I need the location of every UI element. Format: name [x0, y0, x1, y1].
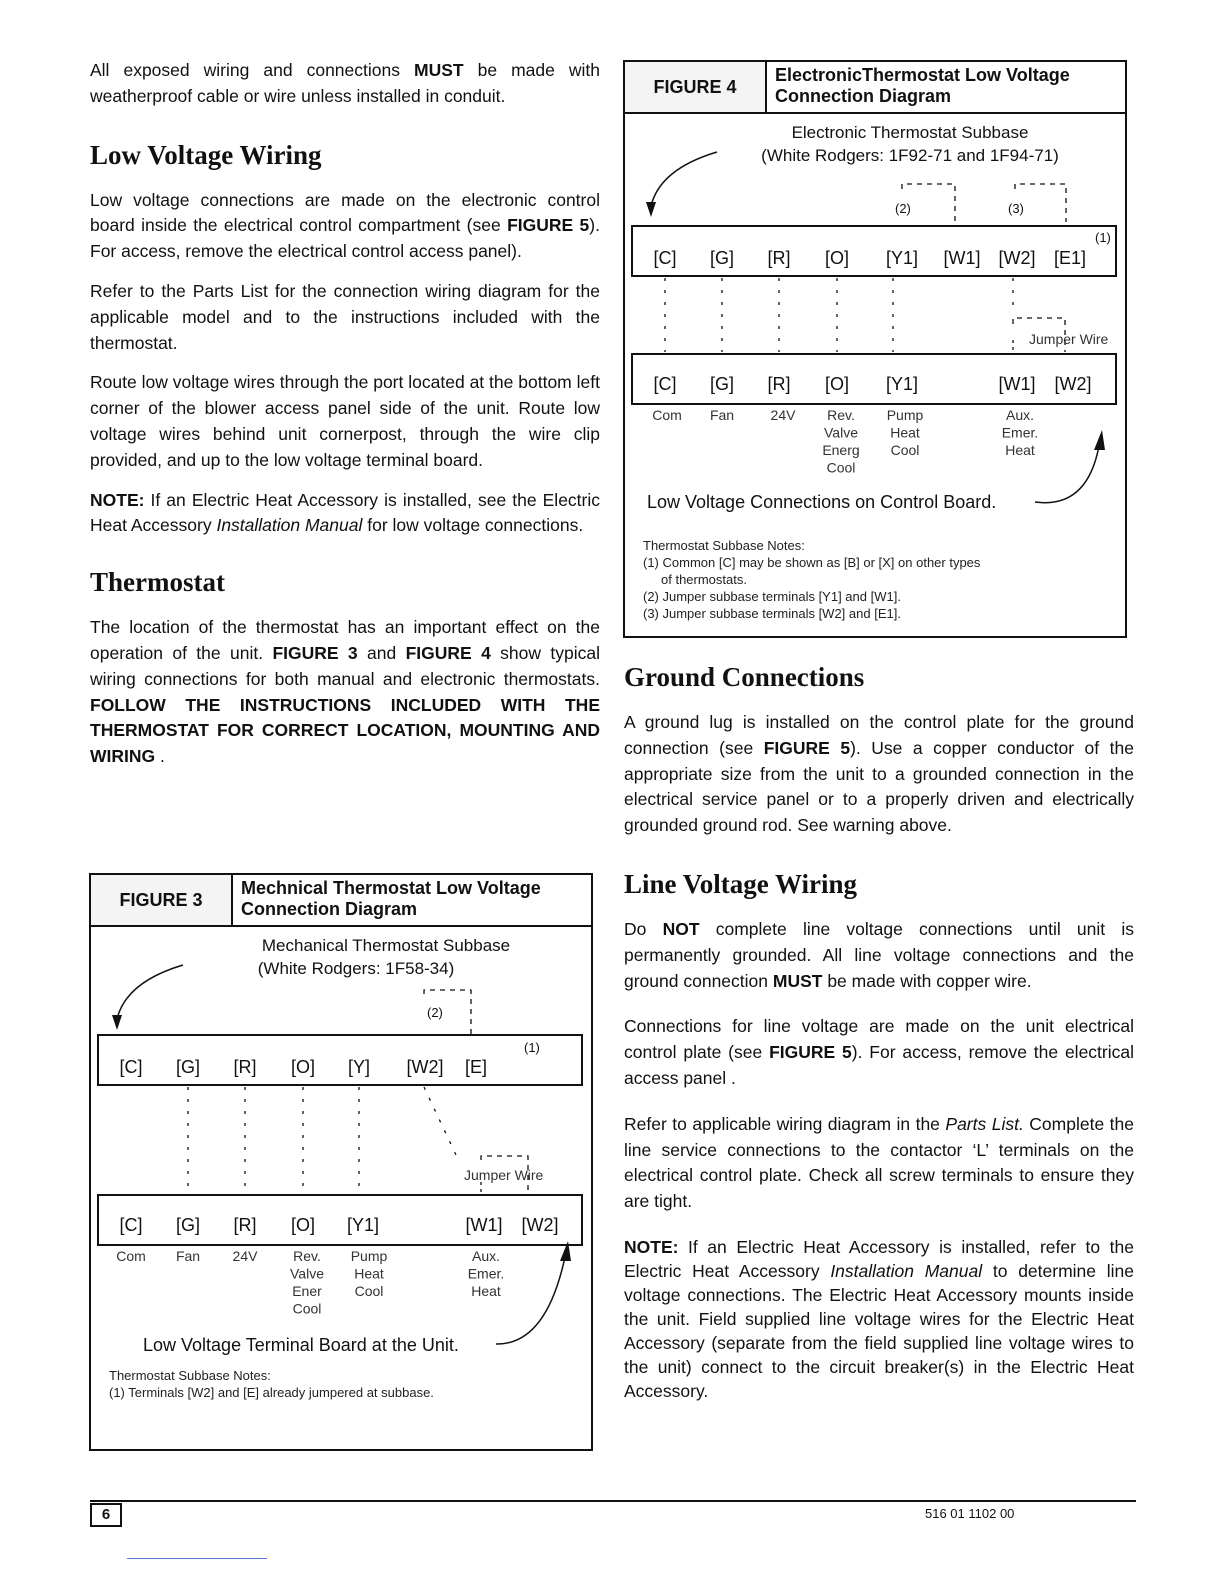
fig4-top-terminal: [O] — [824, 248, 850, 268]
fig4-note-1: (1) Common [C] may be shown as [B] or [X] on other types — [643, 555, 981, 570]
fig3-notes-title: Thermostat Subbase Notes: — [109, 1368, 271, 1383]
fig3-function-label: Ener — [292, 1283, 322, 1299]
line-voltage-p1: Do NOT complete line voltage connections until unit is permanently grounded. All line voltage connections and the ground connection MUST be made with copper wire. — [624, 918, 1134, 991]
fig4-subbase-box — [632, 226, 1116, 276]
figure-3-tag: FIGURE 3 — [91, 875, 233, 925]
fig4-pointer-arrow — [651, 152, 717, 206]
fig4-top-terminal: [R] — [767, 248, 791, 268]
fig4-bottom-terminal: [R] — [767, 374, 791, 394]
fig4-return-arrowhead — [1094, 430, 1105, 450]
fig4-board-label: Low Voltage Connections on Control Board. — [647, 492, 997, 512]
fig3-top-terminal: [O] — [290, 1057, 316, 1077]
fig3-bottom-terminal: [W2] — [521, 1215, 559, 1235]
fig3-diagonal-wire — [424, 1087, 456, 1155]
fig4-top-terminal: [W2] — [998, 248, 1036, 268]
fig4-board-box — [632, 354, 1116, 404]
fig4-function-label: Cool — [890, 442, 920, 458]
fig3-arrowhead — [112, 1015, 122, 1030]
link-underline — [127, 1558, 267, 1559]
fig4-marker-1: (1) — [1095, 230, 1111, 245]
thermostat-paragraph: The location of the thermostat has an important effect on the operation of the unit. FIGURE 3 and FIGURE 4 show typical wiring connections for both manual and electronic thermostats. FOLLOW THE INSTRUCTIONS INCLUDED WITH THE THERMOSTAT FOR CORRECT LOCATION, MOUNTING AND WIRING . — [90, 617, 600, 767]
fig3-function-label: Emer. — [467, 1265, 505, 1282]
figure-4-title: ElectronicThermostat Low Voltage Connection Diagram — [775, 65, 1070, 106]
fig4-notes-title: Thermostat Subbase Notes: — [643, 538, 805, 553]
ground-paragraph: A ground lug is installed on the control plate for the ground connection (see FIGURE 5). Use a copper conductor of the appropriate size from the unit to a grounded connection in the electrical service panel or to a properly driven and electrically grounded ground rod. See warning above. — [624, 712, 1134, 836]
ground-heading: Ground Connections — [624, 662, 865, 692]
fig3-return-arrow — [496, 1257, 565, 1344]
figure-3 — [89, 873, 593, 1451]
fig3-bottom-terminal: [R] — [233, 1215, 257, 1235]
fig3-function-label: Cool — [354, 1283, 384, 1299]
fig3-marker-2: (2) — [427, 1005, 443, 1020]
fig3-function-label: Heat — [471, 1283, 501, 1299]
fig3-function-label: 24V — [232, 1248, 258, 1264]
fig3-bottom-terminal: [W1] — [465, 1215, 503, 1235]
low-voltage-p2: Refer to the Parts List for the connection wiring diagram for the applicable model and to the instructions included with the thermostat. — [90, 280, 600, 353]
fig4-bottom-terminal: [W1] — [998, 374, 1036, 394]
fig3-function-label: Aux. — [471, 1248, 501, 1264]
fig4-note-1-cont: of thermostats. — [661, 572, 747, 587]
fig4-note-3: (3) Jumper subbase terminals [W2] and [E1]. — [643, 606, 901, 621]
fig3-top-terminal: [R] — [233, 1057, 257, 1077]
fig3-subbase-box — [98, 1035, 582, 1085]
fig4-bottom-terminal: [Y1] — [885, 374, 919, 394]
fig3-bottom-terminal: [O] — [290, 1215, 316, 1235]
right-column — [624, 660, 1134, 1417]
fig4-marker-2: (2) — [895, 201, 911, 216]
fig4-subbase-line2: (White Rodgers: 1F92-71 and 1F94-71) — [761, 146, 1059, 165]
fig4-subbase-line1: Electronic Thermostat Subbase — [791, 123, 1029, 142]
fig3-bottom-terminal: [C] — [119, 1215, 143, 1235]
fig4-return-arrow — [1035, 446, 1099, 503]
fig3-top-terminal: [E] — [464, 1057, 488, 1077]
fig3-note-1: (1) Terminals [W2] and [E] already jumpered at subbase. — [109, 1385, 434, 1400]
fig4-bottom-terminal: [G] — [709, 374, 735, 394]
line-voltage-heading: Line Voltage Wiring — [624, 868, 858, 899]
fig4-top-terminal: [G] — [709, 248, 735, 268]
left-column — [90, 58, 600, 784]
fig4-function-label: Pump — [886, 407, 924, 423]
fig3-function-label: Com — [116, 1248, 146, 1264]
line-voltage-p2: Connections for line voltage are made on the unit electrical control plate (see FIGURE 5). For access, remove the electrical access panel . — [624, 1016, 1134, 1088]
fig3-bottom-terminal: [G] — [175, 1215, 201, 1235]
low-voltage-p3: Route low voltage wires through the port located at the bottom left corner of the blower access panel side of the unit. Route low voltage wires behind unit cornerpost, through the wire clip provided, and up to the low voltage terminal board. — [90, 372, 600, 470]
fig4-function-label: Emer. — [1001, 424, 1039, 441]
fig4-function-label: Rev. — [827, 407, 855, 423]
fig3-board-label: Low Voltage Terminal Board at the Unit. — [143, 1335, 459, 1355]
fig3-top-terminal: [Y] — [347, 1057, 371, 1077]
intro-paragraph: All exposed wiring and connections MUST be made with weatherproof cable or wire unless installed in conduit. — [90, 60, 600, 106]
page-number: 6 — [90, 1503, 122, 1527]
figure-4 — [623, 60, 1127, 638]
fig4-function-label: Valve — [824, 424, 858, 441]
fig4-function-label: 24V — [770, 407, 796, 423]
line-voltage-p3: Refer to applicable wiring diagram in the Parts List. Complete the line service connections to the contactor ‘L’ terminals on the electrical control plate. Check all screw terminals to ensure they are tight. — [624, 1113, 1134, 1212]
figure-4-tag: FIGURE 4 — [625, 62, 767, 112]
fig4-function-label: Cool — [826, 459, 856, 476]
fig3-notes — [109, 1367, 434, 1401]
fig4-notes — [643, 537, 980, 622]
fig4-top-terminal: [W1] — [943, 248, 981, 268]
fig4-top-terminal: [Y1] — [885, 248, 919, 268]
low-voltage-p1: Low voltage connections are made on the electronic control board inside the electrical control compartment (see FIGURE 5). For access, remove the electrical control access panel). — [90, 189, 600, 262]
figure-3-title: Mechnical Thermostat Low Voltage Connection Diagram — [241, 878, 541, 919]
fig4-function-label: Aux. — [1005, 407, 1035, 423]
fig4-top-terminal: [C] — [653, 248, 677, 268]
fig4-bottom-terminal: [W2] — [1054, 374, 1092, 394]
line-voltage-note: NOTE: If an Electric Heat Accessory is installed, refer to the Electric Heat Accessory Installation Manual to determine line voltage connections. The Electric Heat Accessory mounts inside the unit. Field supplied line voltage wires for the Electric Heat Accessory (separate from the field supplied line voltage wires to the unit) connect to the circuit breaker(s) in the Electric Heat Accessory. — [624, 1236, 1135, 1401]
fig3-pointer-arrow — [117, 965, 183, 1019]
fig3-jumper-label: Jumper Wire — [464, 1167, 544, 1183]
fig4-function-label: Fan — [709, 407, 735, 423]
fig3-top-terminal: [G] — [175, 1057, 201, 1077]
fig4-note-2: (2) Jumper subbase terminals [Y1] and [W1]. — [643, 589, 901, 604]
fig3-marker-1: (1) — [524, 1040, 540, 1055]
thermostat-heading: Thermostat — [90, 567, 225, 598]
fig4-function-label: Energ — [822, 442, 860, 458]
low-voltage-note: NOTE: If an Electric Heat Accessory is installed, see the Electric Heat Accessory Installation Manual for low voltage connections. — [90, 489, 600, 536]
fig4-marker-3: (3) — [1008, 201, 1024, 216]
footer-rule — [90, 1500, 1136, 1502]
fig4-function-label: Com — [652, 407, 682, 423]
fig3-function-label: Cool — [292, 1300, 322, 1317]
fig4-arrowhead — [646, 202, 656, 217]
fig4-bottom-terminal: [C] — [653, 374, 677, 394]
fig3-function-label: Heat — [354, 1265, 384, 1282]
fig3-function-label: Fan — [175, 1248, 201, 1264]
fig3-subbase-line2: (White Rodgers: 1F58-34) — [257, 959, 455, 978]
low-voltage-heading: Low Voltage Wiring — [90, 139, 322, 170]
fig4-jumper-label: Jumper Wire — [1029, 331, 1109, 347]
fig4-top-terminal: [E1] — [1053, 248, 1087, 268]
document-number: 516 01 1102 00 — [925, 1506, 1015, 1521]
fig3-subbase-line1: Mechanical Thermostat Subbase — [261, 936, 511, 955]
fig4-function-label: Heat — [890, 424, 920, 441]
fig3-function-label: Pump — [350, 1248, 388, 1264]
fig3-function-label: Valve — [290, 1265, 324, 1282]
fig3-function-label: Rev. — [293, 1248, 321, 1264]
fig3-top-terminal: [W2] — [406, 1057, 444, 1077]
fig4-bottom-terminal: [O] — [824, 374, 850, 394]
fig3-board-box — [98, 1195, 582, 1245]
fig4-function-label: Heat — [1005, 442, 1035, 458]
fig3-top-terminal: [C] — [119, 1057, 143, 1077]
fig3-bottom-terminal: [Y1] — [346, 1215, 380, 1235]
